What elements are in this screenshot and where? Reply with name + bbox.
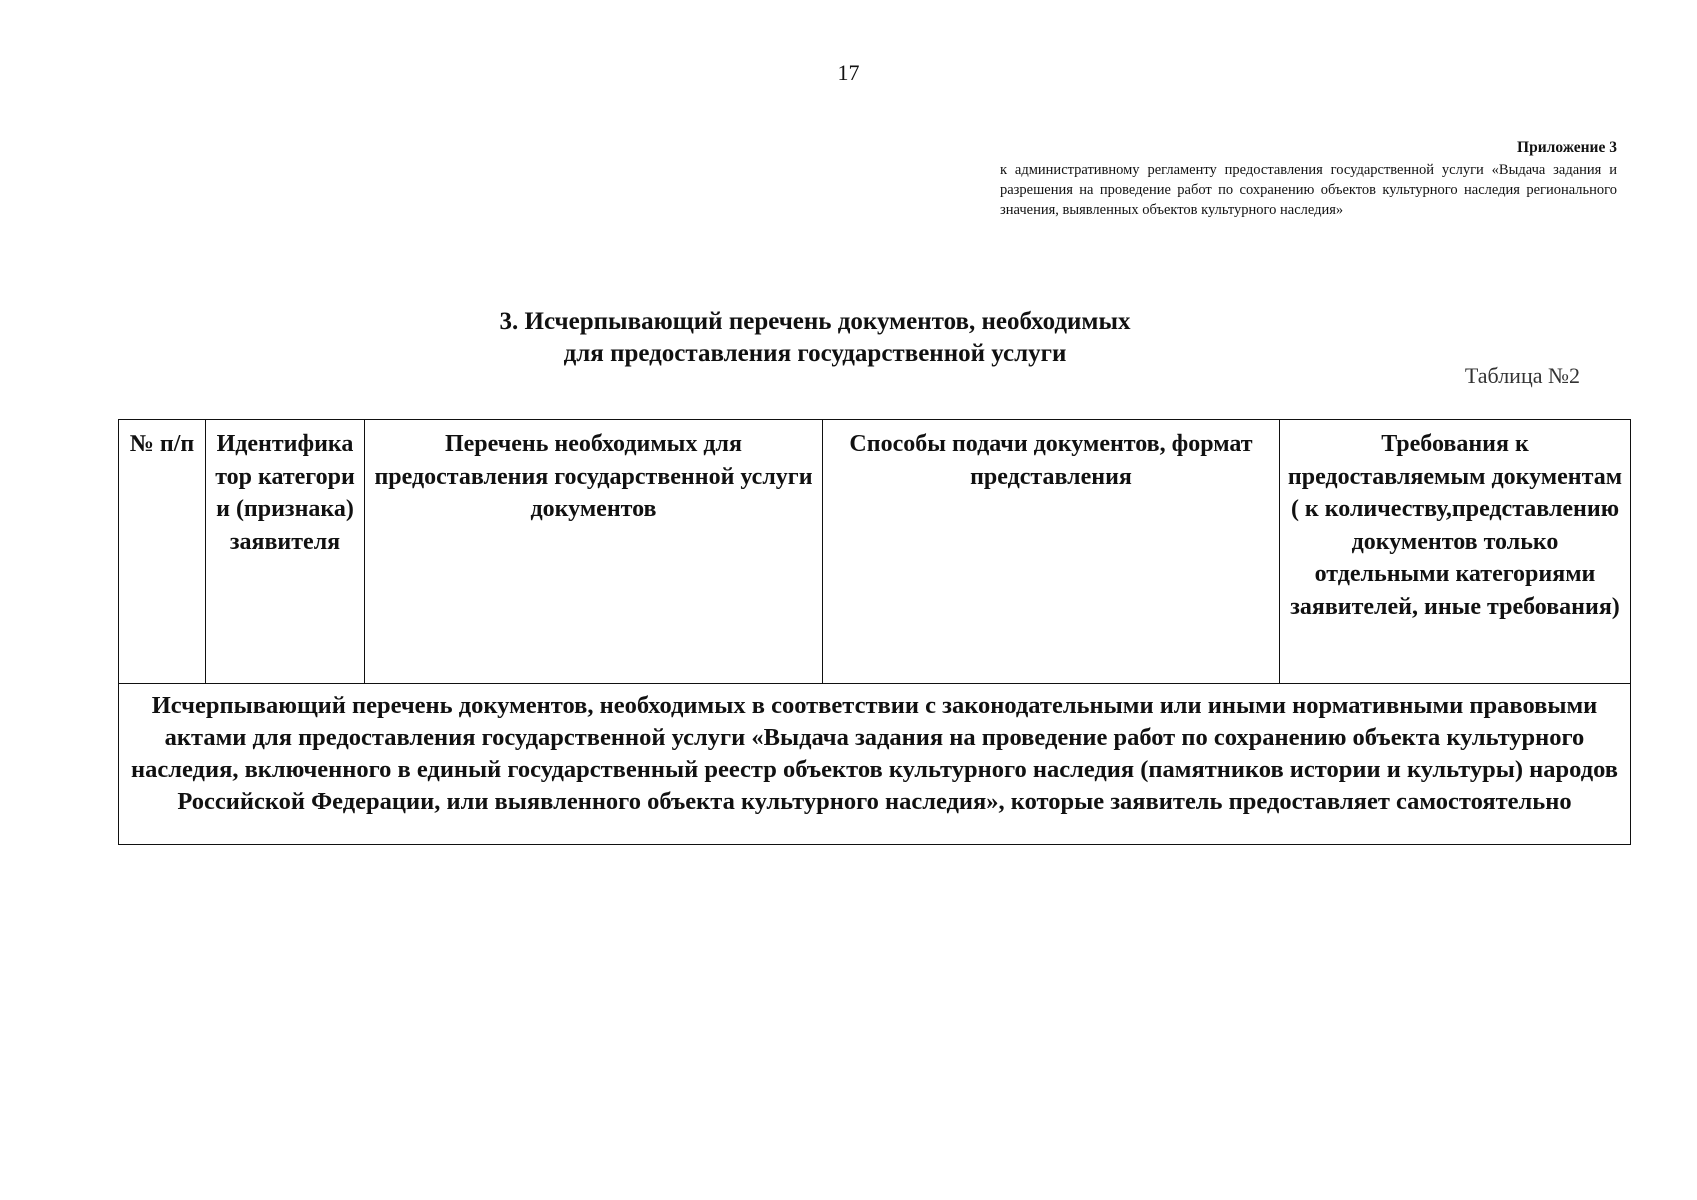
header-document-requirements: Требования к предоставляемым документам ( к количеству,представлению документов только отдельными категориями заявителей, иные требования) [1280, 420, 1631, 684]
table-header-row [119, 420, 1631, 684]
section-title-line-2: для предоставления государственной услуги [563, 340, 1067, 367]
table-label: Таблица №2 [1464, 363, 1580, 388]
page-number: 17 [837, 60, 860, 85]
documents-table [118, 419, 1631, 845]
header-applicant-category: Идентификатор категории (признака) заявителя [206, 420, 365, 684]
span-row-text: Исчерпывающий перечень документов, необходимых в соответствии с законодательными или иными нормативными правовыми актами для предоставления государственной услуги «Выдача задания на проведение работ по сохранению объекта культурного наследия, включенного в единый государственный реестр объектов культурного наследия (памятников истории и культуры) народов Российской Федерации, или выявленного объекта культурного наследия», которые заявитель предоставляет самостоятельно [119, 684, 1631, 845]
table-span-row [119, 684, 1631, 845]
appendix-block [1000, 138, 1617, 220]
section-title [400, 306, 1230, 370]
appendix-text: к административному регламенту предоставления государственной услуги «Выдача задания и разрешения на проведение работ по сохранению объектов культурного наследия регионального значения, выявленных объектов культурного наследия» [1000, 162, 1617, 218]
appendix-title: Приложение 3 [1517, 139, 1617, 156]
header-documents-list: Перечень необходимых для предоставления государственной услуги документов [365, 420, 823, 684]
header-number: № п/п [119, 420, 206, 684]
header-submission-methods: Способы подачи документов, формат представления [823, 420, 1280, 684]
section-title-line-1: 3. Исчерпывающий перечень документов, необходимых [499, 308, 1131, 335]
